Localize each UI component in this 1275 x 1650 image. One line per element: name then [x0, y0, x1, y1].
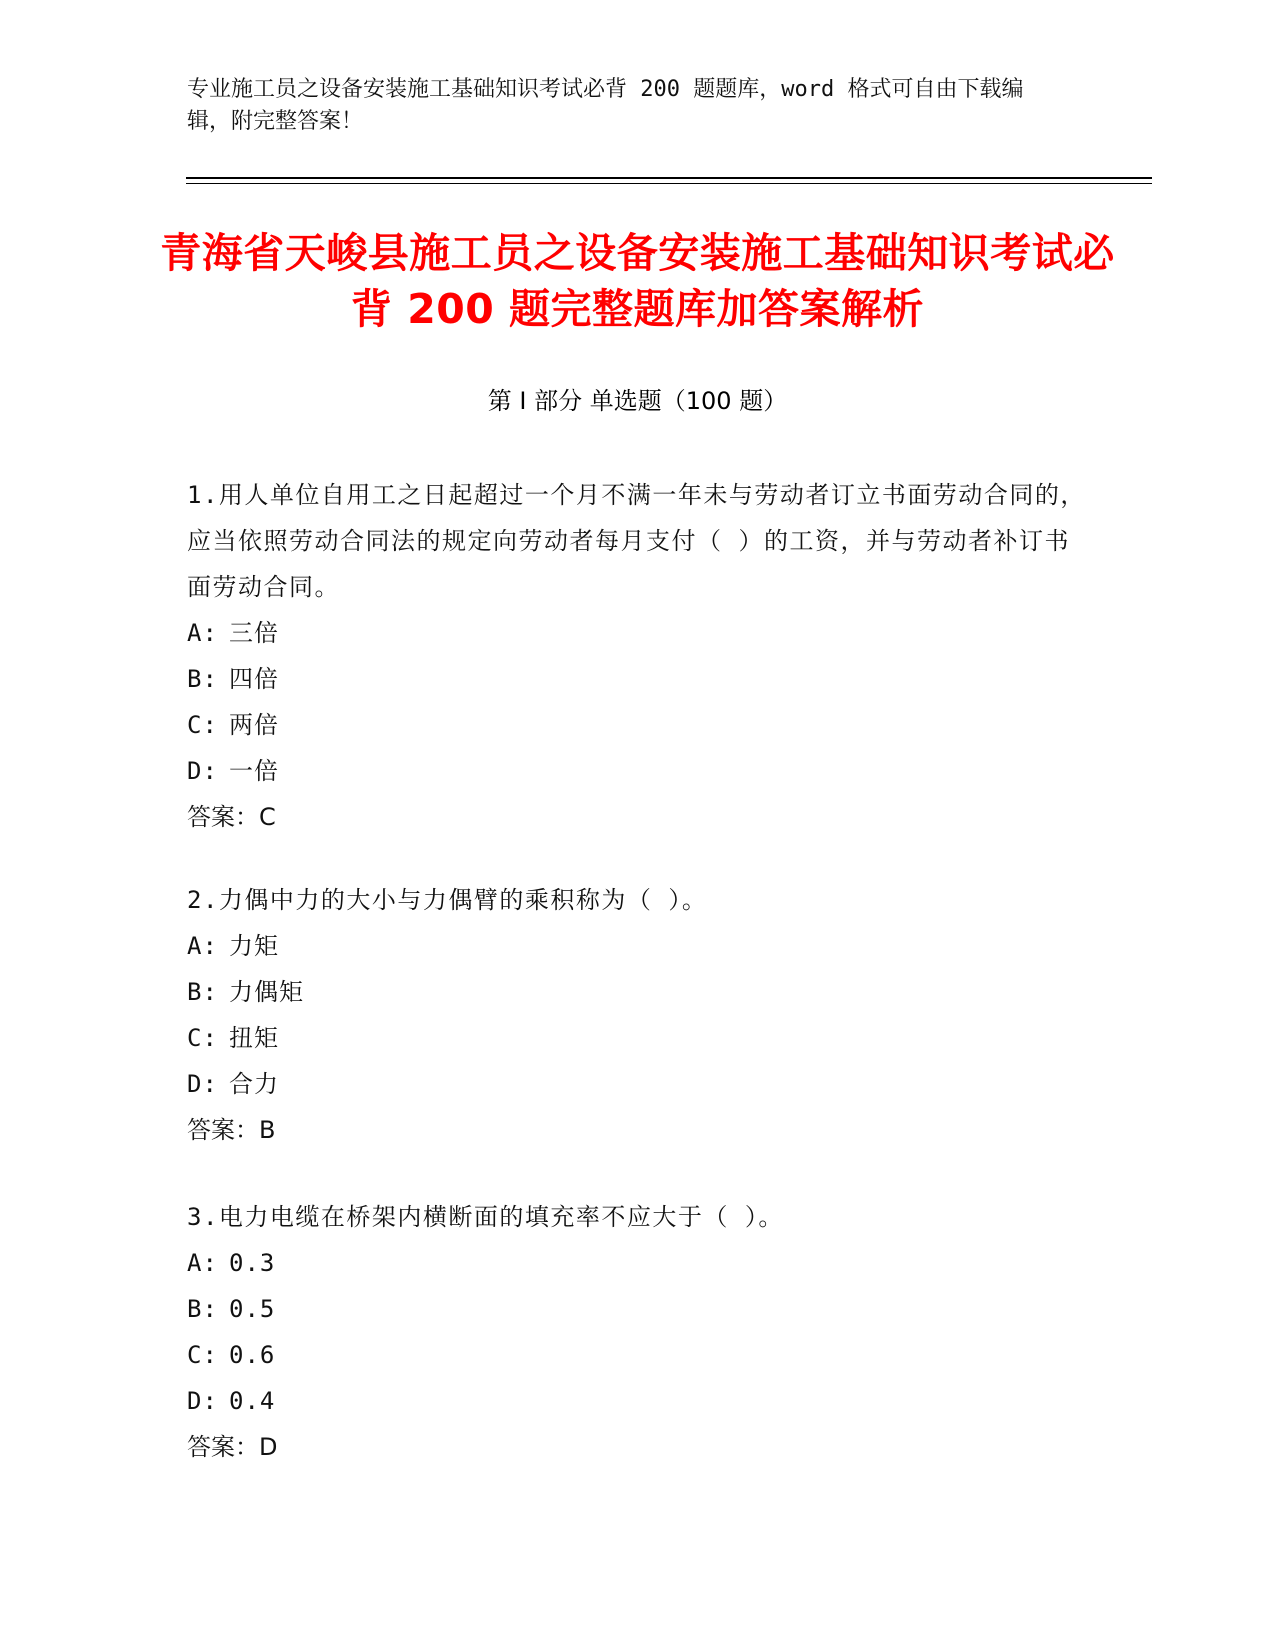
option-c — [187, 1332, 1087, 1378]
answer-line: 答案：B — [187, 1116, 276, 1144]
option-d — [187, 748, 1087, 794]
option-key: D: — [187, 757, 218, 785]
question-1 — [187, 472, 1087, 840]
option-key: B: — [187, 978, 218, 1006]
option-d — [187, 1061, 1087, 1107]
option-text: 力矩 — [229, 932, 279, 960]
option-text: 四倍 — [229, 665, 279, 693]
option-key: A: — [187, 932, 218, 960]
option-d — [187, 1378, 1087, 1424]
question-stem: 1.用人单位自用工之日起超过一个月不满一年未与劳动者订立书面劳动合同的，应当依照劳动合同法的规定向劳动者每月支付（ ）的工资，并与劳动者补订书面劳动合同。 — [187, 481, 1086, 601]
option-b — [187, 969, 1087, 1015]
option-a — [187, 923, 1087, 969]
option-text: 0.3 — [229, 1249, 276, 1277]
option-key: B: — [187, 1295, 218, 1323]
option-a — [187, 610, 1087, 656]
option-key: A: — [187, 1249, 218, 1277]
option-key: C: — [187, 711, 218, 739]
answer-line: 答案：D — [187, 1433, 278, 1461]
option-text: 三倍 — [229, 619, 279, 647]
option-key: B: — [187, 665, 218, 693]
section-title: 第 I 部分 单选题（100 题） — [487, 387, 788, 415]
header-note: 专业施工员之设备安装施工基础知识考试必背 200 题题库，word 格式可自由下载编辑，附完整答案！ — [187, 77, 1024, 134]
option-text: 0.6 — [229, 1341, 276, 1369]
option-key: D: — [187, 1387, 218, 1415]
option-key: D: — [187, 1070, 218, 1098]
option-text: 两倍 — [229, 711, 279, 739]
option-text: 扭矩 — [229, 1024, 279, 1052]
option-text: 一倍 — [229, 757, 279, 785]
option-text: 0.5 — [229, 1295, 276, 1323]
option-key: C: — [187, 1341, 218, 1369]
option-c — [187, 1015, 1087, 1061]
question-3 — [187, 1194, 1087, 1470]
header-rule-thick — [186, 177, 1152, 179]
option-b — [187, 1286, 1087, 1332]
option-text: 0.4 — [229, 1387, 276, 1415]
answer-line: 答案：C — [187, 803, 276, 831]
question-stem: 2.力偶中力的大小与力偶臂的乘积称为（ ）。 — [187, 886, 708, 914]
option-text: 力偶矩 — [229, 978, 304, 1006]
option-b — [187, 656, 1087, 702]
document-title: 青海省天峻县施工员之设备安装施工基础知识考试必背 200 题完整题库加答案解析 — [160, 229, 1115, 333]
option-text: 合力 — [229, 1070, 279, 1098]
option-c — [187, 702, 1087, 748]
question-stem: 3.电力电缆在桥架内横断面的填充率不应大于（ ）。 — [187, 1203, 784, 1231]
header-rule-thin — [186, 183, 1152, 184]
option-a — [187, 1240, 1087, 1286]
option-key: C: — [187, 1024, 218, 1052]
question-2 — [187, 877, 1087, 1153]
option-key: A: — [187, 619, 218, 647]
